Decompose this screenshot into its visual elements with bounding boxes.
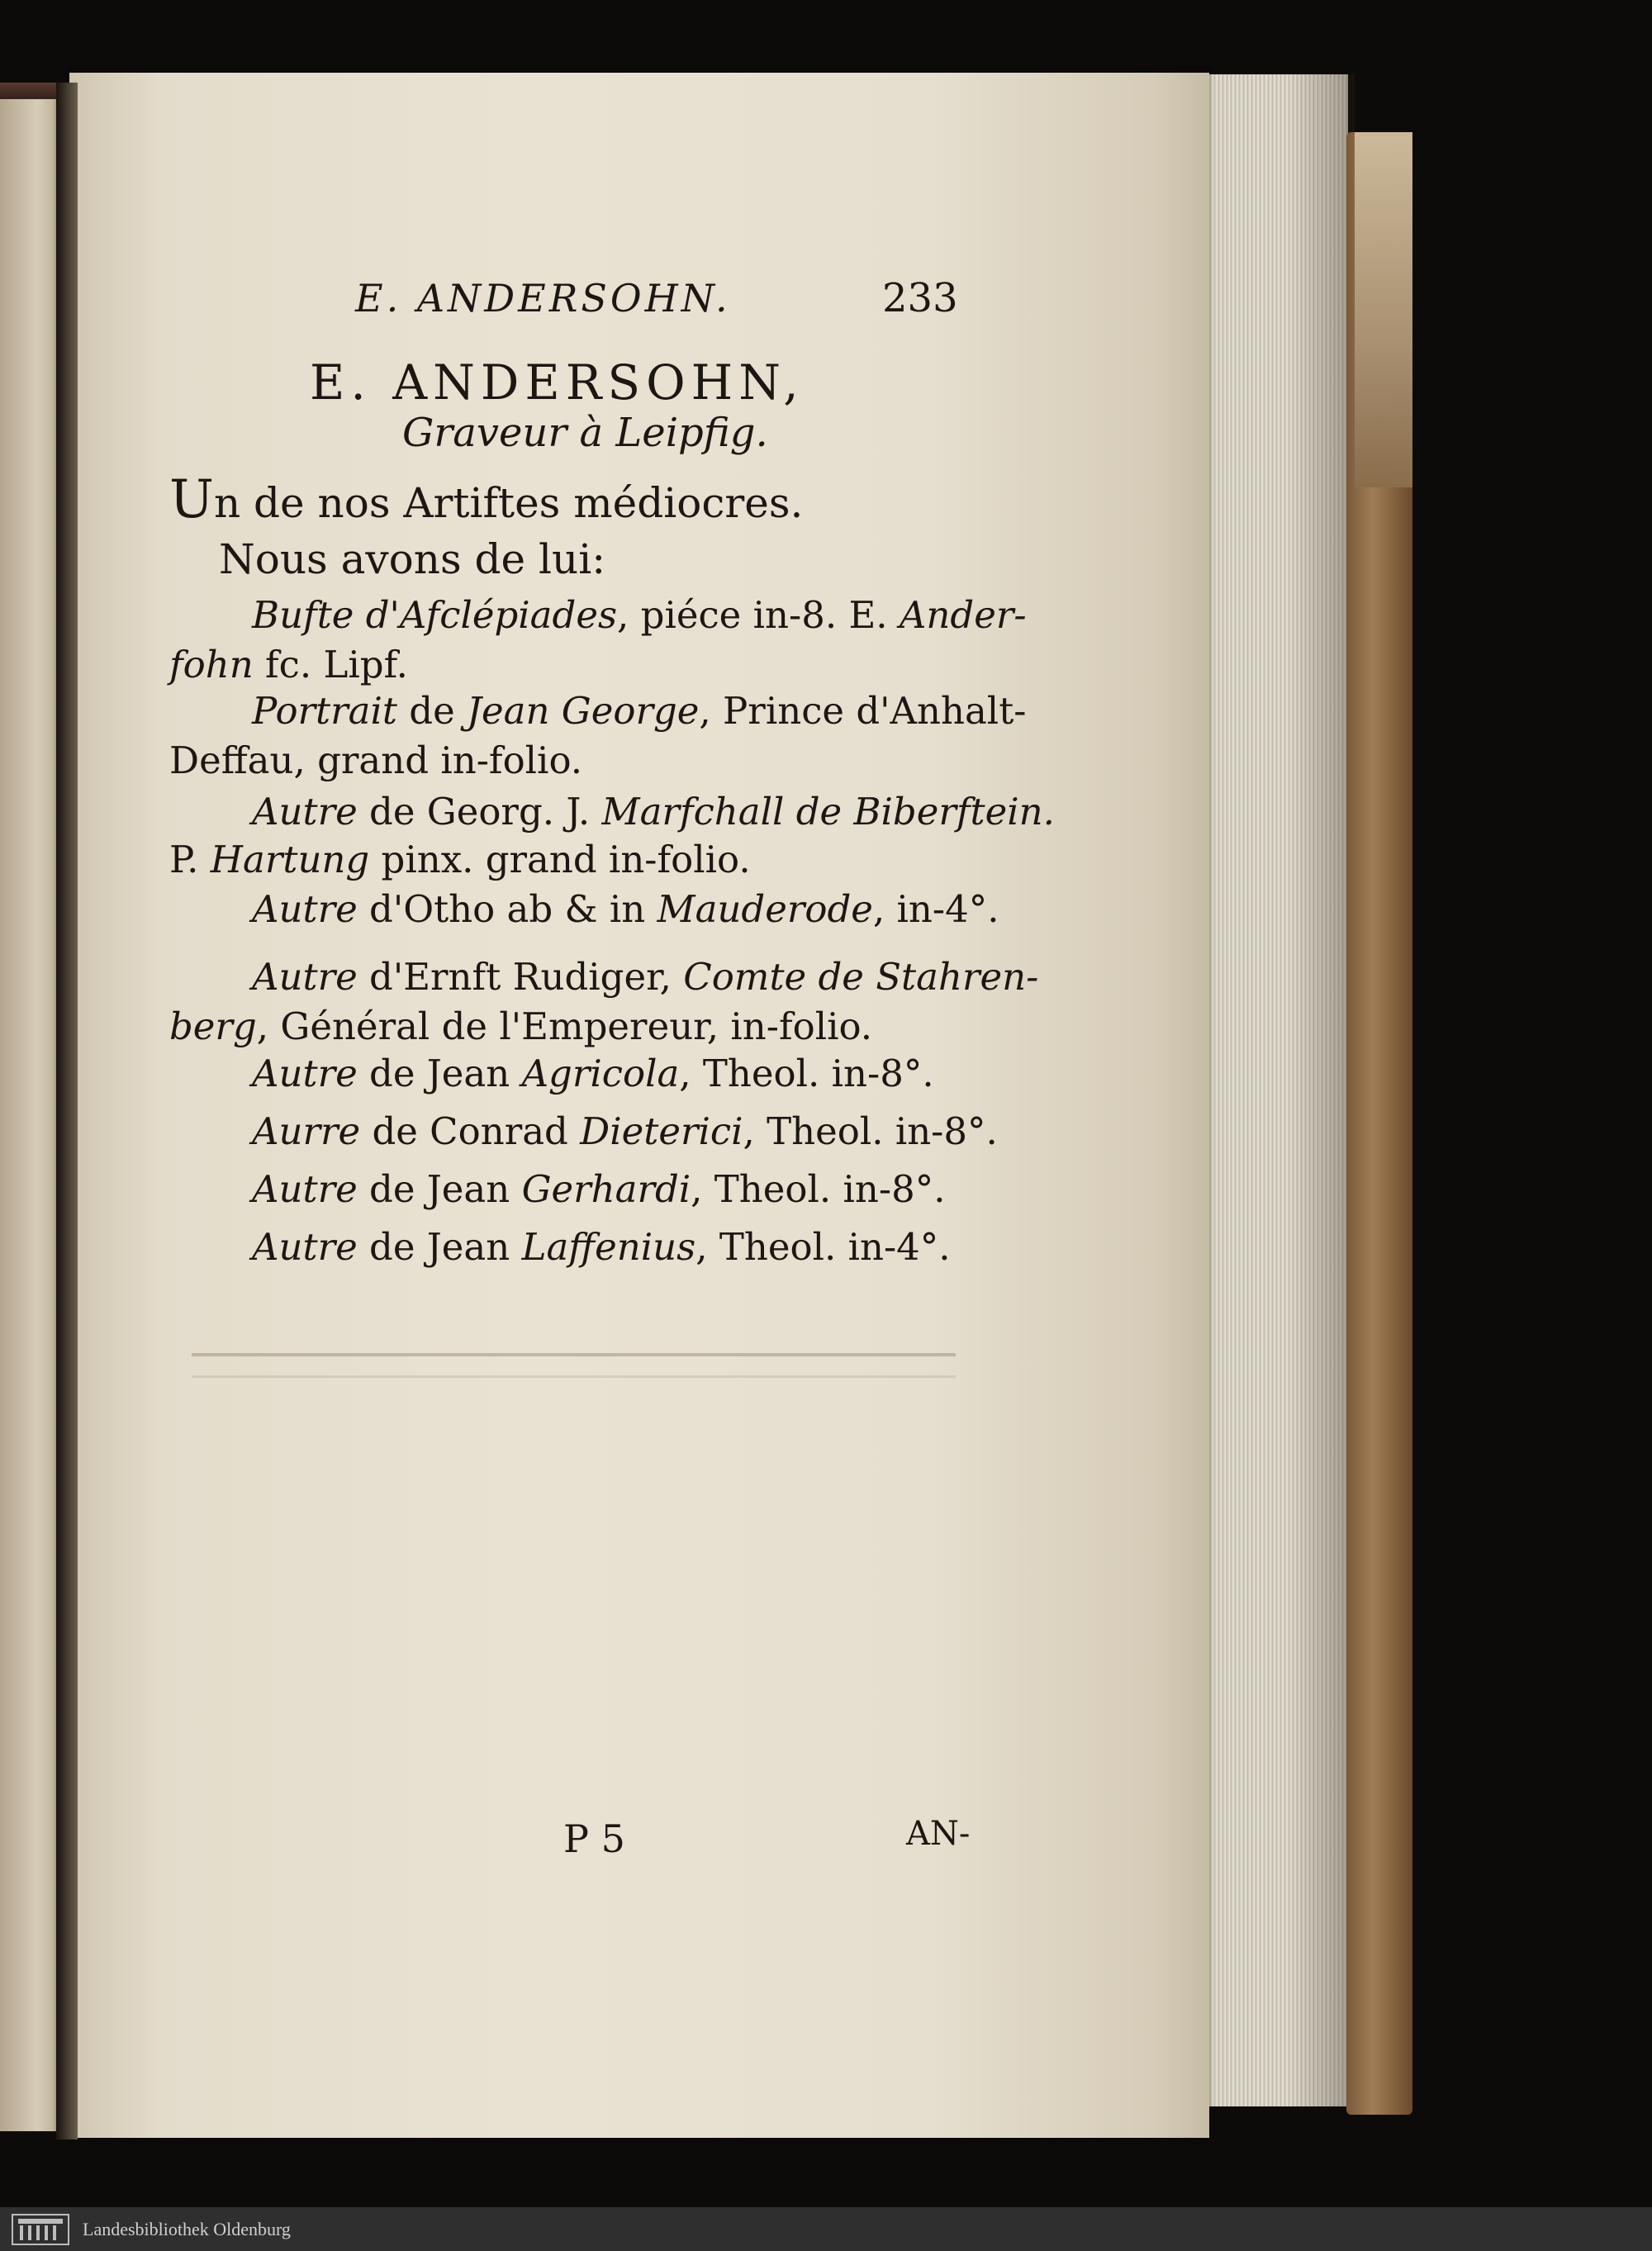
work-entry-line <box>252 955 1039 999</box>
italic-run: Ander- <box>899 593 1027 637</box>
roman-run: d'Otho ab & in <box>357 887 657 931</box>
roman-run: pinx. grand in-folio. <box>369 838 751 881</box>
italic-run: Aurre <box>252 1109 361 1153</box>
back-cover-wear <box>1355 132 1412 487</box>
italic-run: Hartung <box>210 838 370 881</box>
roman-run: de Jean <box>357 1052 522 1095</box>
roman-run: , Theol. in-8°. <box>691 1167 946 1211</box>
entry-title: E. ANDERSOHN, <box>310 354 805 411</box>
italic-run: Autre <box>252 1052 358 1095</box>
italic-run: Marfchall de Biberftein. <box>601 790 1055 833</box>
credit-text: Landesbibliothek Oldenburg <box>83 2218 291 2239</box>
roman-run: fc. Lipf. <box>253 643 408 686</box>
drop-cap: U <box>169 469 214 530</box>
italic-run: Bufte d'Afclépiades <box>252 593 618 637</box>
italic-run: Autre <box>252 1225 358 1269</box>
work-entry-line <box>252 1167 946 1211</box>
roman-run: , Prince d'Anhalt- <box>699 689 1027 733</box>
work-entry-continuation <box>169 838 751 881</box>
roman-run: de Conrad <box>360 1109 581 1153</box>
library-building-icon <box>12 2214 69 2245</box>
bleed-through-rule <box>192 1353 956 1356</box>
italic-run: Autre <box>252 887 358 931</box>
roman-run: de Jean <box>357 1167 522 1211</box>
page-number: 233 <box>882 275 958 321</box>
roman-run: , Theol. in-4°. <box>695 1225 951 1269</box>
roman-run: , Général de l'Empereur, in-folio. <box>256 1004 873 1048</box>
italic-run: Gerhardi <box>521 1167 691 1211</box>
work-entry-line <box>252 593 1027 637</box>
italic-run: Agricola <box>521 1052 680 1095</box>
italic-run: Jean George <box>467 689 700 733</box>
work-entry-line <box>252 1052 934 1095</box>
italic-run: Autre <box>252 1167 358 1211</box>
roman-run: , Theol. in-8°. <box>679 1052 934 1095</box>
work-entry-continuation <box>169 1004 873 1048</box>
italic-run: Dieterici <box>580 1109 743 1153</box>
roman-run: , in-4°. <box>872 887 999 931</box>
work-entry-continuation <box>169 643 408 686</box>
italic-run: Comte de Stahren- <box>683 955 1039 999</box>
italic-run: berg <box>169 1004 257 1048</box>
italic-run: Mauderode <box>657 887 873 931</box>
running-head: E. ANDERSOHN. <box>355 276 731 321</box>
works-heading: Nous avons de lui: <box>219 535 606 583</box>
work-entry-line <box>252 887 999 931</box>
italic-run: Autre <box>252 790 358 833</box>
catchword: AN- <box>906 1815 971 1853</box>
roman-run: P. <box>169 838 211 881</box>
signature-mark: P 5 <box>563 1816 625 1861</box>
roman-run: de Georg. J. <box>357 790 602 833</box>
entry-subtitle: Graveur à Leipfig. <box>402 410 768 456</box>
roman-run: , Theol. in-8°. <box>743 1109 998 1153</box>
roman-run: Deffau, grand in-folio. <box>169 738 583 782</box>
gutter-shadow <box>56 83 78 2139</box>
roman-run: de Jean <box>357 1225 522 1269</box>
work-entry-line <box>252 1225 951 1269</box>
work-entry-line <box>252 790 1055 833</box>
intro-line <box>169 469 804 530</box>
intro-text: n de nos Artiftes médiocres. <box>213 479 804 527</box>
roman-run: de <box>396 689 468 733</box>
roman-run: d'Ernft Rudiger, <box>357 955 684 999</box>
work-entry-continuation <box>169 738 583 782</box>
credit-bar <box>0 2207 1652 2251</box>
italic-run: Portrait <box>252 689 397 733</box>
work-entry-line <box>252 1109 998 1153</box>
roman-run: , piéce in-8. E. <box>617 593 900 637</box>
work-entry-line <box>252 689 1027 733</box>
italic-run: Laffenius <box>521 1225 696 1269</box>
italic-run: Autre <box>252 955 358 999</box>
italic-run: fohn <box>169 643 254 686</box>
